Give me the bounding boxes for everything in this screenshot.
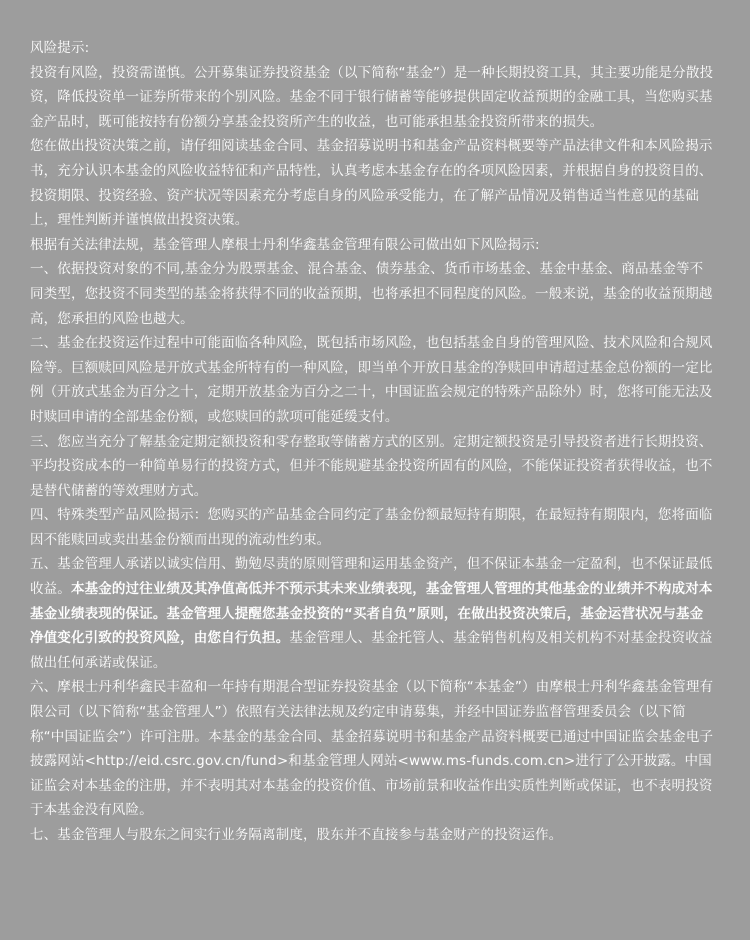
item-5-tail: 基金管理人、基金托管人、基金销售机构及相关机构不对基金投资收益做出任何承诺或保证。 [30,630,713,671]
paragraph-item-2: 二、基金在投资运作过程中可能面临各种风险，既包括市场风险，也包括基金自身的管理风险、技术风险和合规风险等。巨额赎回风险是开放式基金所特有的一种风险，即当单个开放日基金的净赎回申请超过基金总份额的一定比例（开放式基金为百分之十，定期开放基金为百分之二十，中国证监会规定的特殊产品除外）时，您将可能无法及时赎回申请的全部基金份额，或您赎回的款项可能延缓支付。 [30,335,713,425]
paragraph-intro: 投资有风险，投资需谨慎。公开募集证券投资基金（以下简称“基金”）是一种长期投资工具，其主要功能是分散投资，降低投资单一证券所带来的个别风险。基金不同于银行储蓄等能够提供固定收益预期的金融工具，当您购买基金产品时，既可能按持有份额分享基金投资所产生的收益，也可能承担基金投资所带来的损失。 [30,64,714,130]
paragraph-item-5 [30,552,716,675]
paragraph-disclosure-statement: 根据有关法律法规，基金管理人摩根士丹利华鑫基金管理有限公司做出如下风险揭示: [30,236,540,253]
paragraph-item-7: 七、基金管理人与股东之间实行业务隔离制度，股东并不直接参与基金财产的投资运作。 [30,827,563,843]
paragraph-item-4: 四、特殊类型产品风险揭示：您购买的产品基金合同约定了基金份额最短持有期限，在最短持有期限内，您将面临因不能赎回或卖出基金份额而出现的流动性约束。 [30,507,713,548]
paragraph-decision: 您在做出投资决策之前，请仔细阅读基金合同、基金招募说明书和基金产品资料概要等产品法律文件和本风险揭示书，充分认识本基金的风险收益特征和产品特性，认真考虑本基金存在的各项风险因素，并根据自身的投资目的、投资期限、投资经验、资产状况等因素充分考虑自身的风险承受能力，在了解产品情况及销售适当性意见的基础上，理性判断并谨慎做出投资决策。 [30,138,713,229]
document-title: 风险提示: [30,40,90,56]
paragraph-item-1: 一、依据投资对象的不同,基金分为股票基金、混合基金、债券基金、货币市场基金、基金中基金、商品基金等不同类型，您投资不同类型的基金将获得不同的收益预期，也将承担不同程度的风险。一般来说，基金的收益预期越高，您承担的风险也越大。 [30,261,713,327]
paragraph-item-3: 三、您应当充分了解基金定期定额投资和零存整取等储蓄方式的区别。定期定额投资是引导投资者进行长期投资、平均投资成本的一种简单易行的投资方式，但并不能规避基金投资所固有的风险，不能保证投资者获得收益，也不是替代储蓄的等效理财方式。 [30,433,713,499]
paragraph-item-6: 六、摩根士丹利华鑫民丰盈和一年持有期混合型证券投资基金（以下简称“本基金”）由摩根士丹利华鑫基金管理有限公司（以下简称“基金管理人”）依照有关法律法规及约定申请募集，并经中国证券监督管理委员会（以下简称“中国证监会”）许可注册。本基金的基金合同、基金招募说明书和基金产品资料概要已通过中国证监会基金电子披露网站<http://eid.csrc.gov.cn/fund>和基金管理人网站<www.ms-funds.com.cn>进行了公开披露。中国证监会对本基金的注册，并不表明其对本基金的投资价值、市场前景和收益作出实质性判断或保证，也不表明投资于本基金没有风险。 [30,679,714,819]
item-5-bold-warning: 本基金的过往业绩及其净值高低并不预示其未来业绩表现，基金管理人管理的其他基金的业绩并不构成对本基金业绩表现的保证。基金管理人提醒您基金投资的“买者自负”原则，在做出投资决策后，基金运营状况与基金净值变化引致的投资风险，由您自行负担。 [30,581,713,647]
item-5-lead: 五、基金管理人承诺以诚实信用、勤勉尽责的原则管理和运用基金资产，但不保证本基金一定盈利，也不保证最低收益。 [30,556,713,598]
